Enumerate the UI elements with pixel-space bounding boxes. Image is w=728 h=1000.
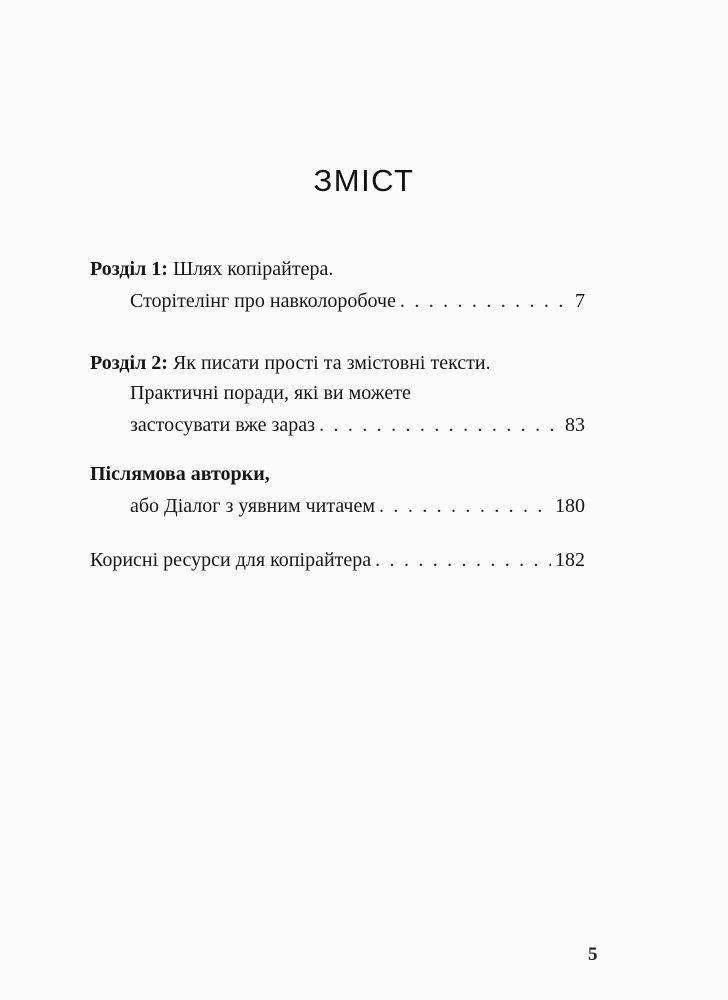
toc-entry-1-page: 7 [575,290,585,312]
toc-entry-4[interactable] [90,545,585,575]
toc-entry-2-subtitle-line [130,378,411,408]
toc-entry-1-continuation[interactable] [130,286,585,316]
toc-entry-1-subtitle: Сторітелінг про навколоробоче [130,290,396,312]
dot-leader [319,410,561,440]
toc-entry-4-page: 182 [555,549,585,571]
toc-entry-3-label: Післямова авторки, [90,463,270,485]
page-number: 5 [588,944,598,965]
dot-leader [400,286,571,316]
toc-entry-2-subtitle-end: застосувати вже зараз [130,414,316,436]
toc-entry-2-heading [90,348,491,378]
toc-entry-1-heading [90,254,333,284]
toc-entry-1-title: Шлях копірайтера. [172,258,334,280]
toc-entry-2-label: Розділ 2: [90,352,168,374]
toc-entry-2-continuation[interactable] [130,410,585,440]
toc-entry-2-title: Як писати прості та змістовні тексти. [172,352,491,374]
dot-leader [375,545,551,575]
toc-entry-3-page: 180 [555,495,585,517]
toc-entry-3-continuation[interactable] [130,491,585,521]
toc-entry-2-subtitle: Практичні поради, які ви можете [130,382,411,404]
toc-entry-1-label: Розділ 1: [90,258,168,280]
toc-entry-4-title: Корисні ресурси для копірайтера [90,549,372,571]
toc-entry-3-subtitle: або Діалог з уявним читачем [130,495,376,517]
toc-entry-3-heading [90,459,270,489]
dot-leader [379,491,551,521]
toc-entry-2-page: 83 [565,414,585,436]
page-title: ЗМІСТ [313,163,415,198]
